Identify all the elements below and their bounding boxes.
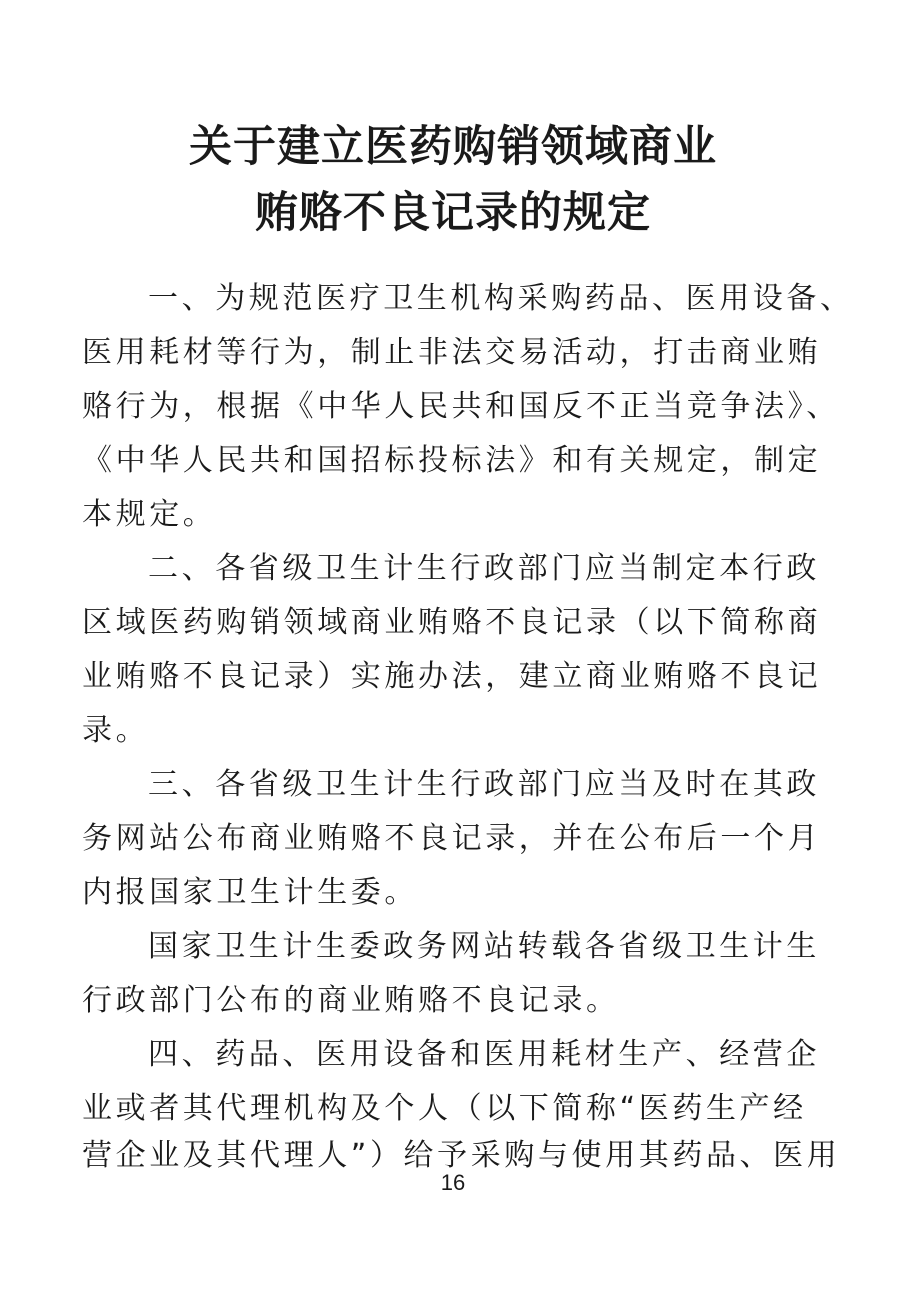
paragraph-2-line-2: 区域医药购销领域商业贿赂不良记录（以下简称商: [82, 605, 822, 640]
paragraph-3-line-3: 内报国家卫生计生委。: [82, 875, 418, 910]
paragraph-1-line-1: 一、为规范医疗卫生机构采购药品、医用设备、: [148, 281, 854, 316]
paragraph-5-line-3: 营企业及其代理人”）给予采购与使用其药品、医用: [82, 1138, 841, 1173]
paragraph-3-line-1: 三、各省级卫生计生行政部门应当及时在其政: [148, 767, 820, 802]
paragraph-1-line-4: 《中华人民共和国招标投标法》和有关规定，制定: [82, 443, 822, 478]
paragraph-2-line-4: 录。: [82, 713, 150, 748]
paragraph-4-line-2: 行政部门公布的商业贿赂不良记录。: [82, 983, 620, 1018]
paragraph-4-line-1: 国家卫生计生委政务网站转载各省级卫生计生: [148, 929, 820, 964]
document-title-line-1: 关于建立医药购销领域商业: [189, 122, 717, 172]
paragraph-5-line-2: 业或者其代理机构及个人（以下简称“医药生产经: [82, 1091, 807, 1126]
paragraph-2-line-3: 业贿赂不良记录）实施办法，建立商业贿赂不良记: [82, 659, 822, 694]
paragraph-1-line-3: 赂行为，根据《中华人民共和国反不正当竞争法》、: [82, 389, 840, 424]
document-title-line-2: 贿赂不良记录的规定: [255, 188, 651, 238]
page-number: 16: [440, 1170, 466, 1195]
paragraph-5-line-1: 四、药品、医用设备和医用耗材生产、经营企: [148, 1037, 820, 1072]
paragraph-3-line-2: 务网站公布商业贿赂不良记录，并在公布后一个月: [82, 821, 822, 856]
paragraph-2-line-1: 二、各省级卫生计生行政部门应当制定本行政: [148, 551, 820, 586]
paragraph-1-line-2: 医用耗材等行为，制止非法交易活动，打击商业贿: [82, 335, 822, 370]
paragraph-1-line-5: 本规定。: [82, 497, 217, 532]
